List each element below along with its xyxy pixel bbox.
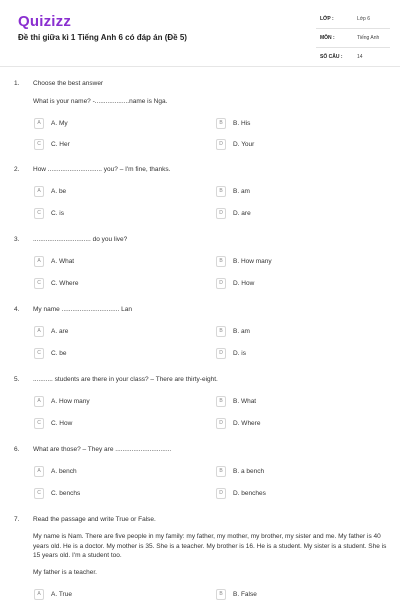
option-text: A. bench: [51, 468, 77, 475]
option-text: A. be: [51, 188, 67, 195]
option-letter: D: [216, 418, 226, 429]
option-text: A. What: [51, 258, 75, 265]
option-text: C. be: [51, 350, 67, 357]
option-letter: B: [216, 466, 226, 477]
option-text: D. benches: [233, 490, 266, 497]
meta-value: 14: [357, 54, 363, 60]
option-letter: B: [216, 256, 226, 267]
option-text: D. is: [233, 350, 246, 357]
option-letter: B: [216, 326, 226, 337]
option-letter: A: [34, 186, 44, 197]
question-number: 3.: [14, 236, 20, 243]
option-text: C. Her: [51, 141, 70, 148]
meta-value: Tiếng Anh: [357, 35, 380, 41]
meta-row-count: [316, 48, 390, 67]
option-text: B. am: [233, 188, 250, 195]
meta-label: LỚP :: [320, 16, 334, 22]
question-text: ................................ do you live?: [33, 236, 128, 243]
worksheet-header: [0, 0, 400, 66]
option-text: B. His: [233, 120, 251, 127]
option-text: B. a bench: [233, 468, 265, 475]
question-text: What are those? – They are ...............................: [33, 446, 172, 453]
option-text: B. False: [233, 591, 257, 598]
option-letter: D: [216, 488, 226, 499]
option-text: B. What: [233, 398, 257, 405]
option-letter: B: [216, 186, 226, 197]
option-letter: C: [34, 488, 44, 499]
option-letter: B: [216, 396, 226, 407]
question-number: 6.: [14, 446, 20, 453]
option-letter: B: [216, 118, 226, 129]
option-letter: D: [216, 208, 226, 219]
option-letter: D: [216, 139, 226, 150]
question-number: 7.: [14, 516, 20, 523]
meta-row-grade: [316, 10, 390, 29]
option-letter: C: [34, 278, 44, 289]
page-title: Đề thi giữa kì 1 Tiếng Anh 6 có đáp án (Đề 5): [18, 33, 187, 42]
option-letter: C: [34, 139, 44, 150]
option-text: C. How: [51, 420, 73, 427]
question-subtext: What is your name? -...................name is Nga.: [33, 98, 168, 105]
option-text: D. How: [233, 280, 255, 287]
option-text: D. Where: [233, 420, 261, 427]
option-letter: A: [34, 326, 44, 337]
option-letter: D: [216, 348, 226, 359]
option-letter: A: [34, 256, 44, 267]
reading-passage: My name is Nam. There are five people in my family: my father, my mother, my brother, my sister and me. My father is 40 years old. He is a doctor. My mother is 35. She is a teacher. My brother is 16. He is a student. My sister is a student. She is 15 years old. I'm a student too.: [33, 533, 387, 559]
option-text: A. are: [51, 328, 69, 335]
meta-row-subject: [316, 29, 390, 48]
option-text: A. True: [51, 591, 72, 598]
option-text: C. Where: [51, 280, 79, 287]
option-letter: C: [34, 208, 44, 219]
option-text: D. Your: [233, 141, 255, 148]
meta-label: MÔN :: [320, 35, 335, 41]
header-divider: [0, 66, 400, 67]
option-letter: C: [34, 418, 44, 429]
option-text: B. am: [233, 328, 250, 335]
question-text: ........... students are there in your class? – There are thirty-eight.: [33, 376, 218, 383]
option-text: B. How many: [233, 258, 272, 265]
option-text: D. are: [233, 210, 251, 217]
question-text: How .............................. you? – I'm fine, thanks.: [33, 166, 171, 173]
option-letter: A: [34, 589, 44, 600]
question-number: 5.: [14, 376, 20, 383]
question-text: My name ................................ Lan: [33, 306, 132, 313]
option-text: C. benchs: [51, 490, 81, 497]
option-letter: C: [34, 348, 44, 359]
question-text: Read the passage and write True or False.: [33, 516, 156, 523]
option-letter: B: [216, 589, 226, 600]
meta-value: Lớp 6: [357, 16, 371, 22]
option-letter: A: [34, 396, 44, 407]
question-number: 1.: [14, 80, 20, 87]
option-text: C. is: [51, 210, 64, 217]
question-number: 4.: [14, 306, 20, 313]
option-text: A. My: [51, 120, 68, 127]
question-text: Choose the best answer: [33, 80, 104, 87]
option-text: A. How many: [51, 398, 90, 405]
meta-table: [316, 10, 390, 67]
option-letter: A: [34, 118, 44, 129]
meta-label: SỐ CÂU :: [320, 54, 343, 60]
quizizz-logo: Quizizz: [18, 13, 72, 30]
option-letter: A: [34, 466, 44, 477]
question-number: 2.: [14, 166, 20, 173]
question-statement: My father is a teacher.: [33, 569, 97, 576]
option-letter: D: [216, 278, 226, 289]
